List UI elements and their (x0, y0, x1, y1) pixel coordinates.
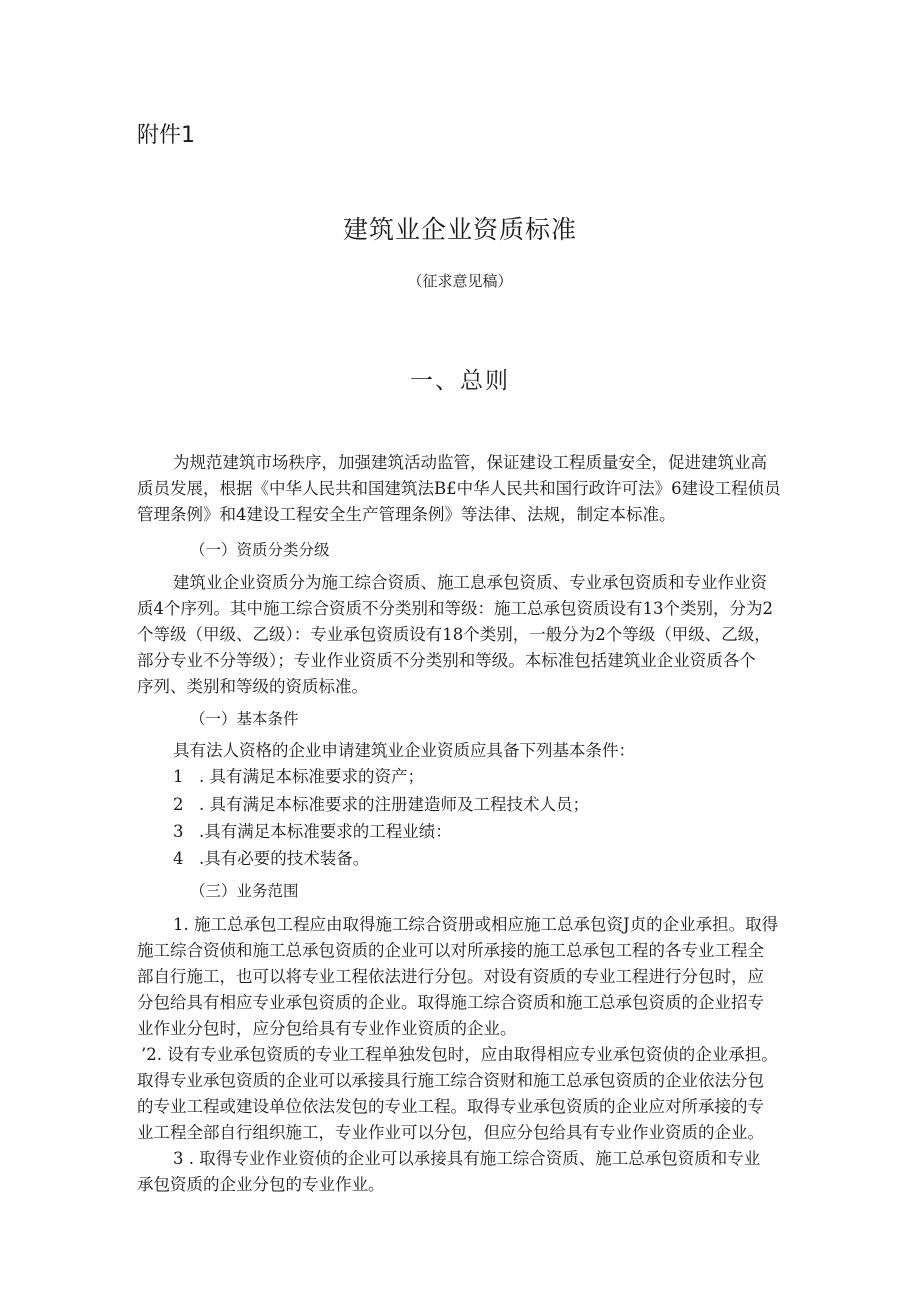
paragraph-line: 1. 施工总承包工程应由取得施工综合资册或相应施工总承包资J贞的企业承担。取得 (173, 915, 779, 934)
subsection-heading: （一）资质分类分级 (190, 541, 330, 559)
subsection-heading: （三）业务范围 (190, 882, 299, 900)
paragraph-line: 业工程全部自行组织施工，专业作业可以分包，但应分包给具有专业作业资质的企业。 (137, 1123, 764, 1142)
section-heading: 一、总则 (410, 368, 510, 394)
list-item-number: 2 (173, 795, 184, 814)
document-title: 建筑业企业资质标准 (342, 215, 577, 244)
intro-line: 为规范建筑市场秩序，加强建筑活动监管，保证建设工程质量安全，促进建筑业高 (173, 453, 767, 472)
paragraph-line: 承包资质的企业分包的专业作业。 (137, 1175, 385, 1194)
paragraph-line: 个等级（甲级、乙级）：专业承包资质设有18个类别，一般分为2个等级（甲级、乙级， (137, 625, 771, 644)
list-item-number: 3 (173, 822, 184, 841)
attachment-label: 附件1 (137, 123, 195, 148)
list-item (173, 764, 424, 790)
list-item (173, 846, 369, 872)
paragraph-line: 取得专业承包资质的企业可以承接具行施工综合资财和施工总承包资质的企业依法分包 (137, 1071, 764, 1090)
subsection-heading: （一）基本条件 (190, 710, 299, 728)
paragraph-line: 3 . 取得专业作业资侦的企业可以承接具有施工综合资质、施工总承包资质和专业 (173, 1149, 761, 1168)
paragraph-line: 部自行施工，也可以将专业工程依法进行分包。对设有资质的专业工程进行分包时，应 (137, 967, 764, 986)
list-item-text: .具有满足本标准要求的工程业绩： (199, 822, 452, 841)
paragraph-line: 部分专业不分等级）；专业作业资质不分类别和等级。本标准包括建筑业企业资质各个 (137, 651, 756, 670)
list-item-text: . 具有满足本标准要求的注册建造师及工程技术人员； (199, 795, 589, 814)
paragraph-line: 业作业分包时，应分包给具有专业作业资质的企业。 (137, 1019, 517, 1038)
intro-line: 质员发展，根据《中华人民共和国建筑法B£中华人民共和国行政许可法》6建设工程侦员 (137, 479, 781, 498)
paragraph-line: 施工综合资侦和施工总承包资质的企业可以对所承接的施工总承包工程的各专业工程全 (137, 941, 764, 960)
paragraph-line: 的专业工程或建设单位依法发包的专业工程。取得专业承包资质的企业应对所承接的专 (137, 1097, 764, 1116)
paragraph-line: 分包给具有相应专业承包资质的企业。取得施工综合资质和施工总承包资质的企业招专 (137, 993, 764, 1012)
paragraph-line: 建筑业企业资质分为施工综合资质、施工息承包资质、专业承包资质和专业作业资 (173, 573, 767, 592)
paragraph-line: 质4个序列。其中施工综合资质不分类别和等级：施工总承包资质设有13个类别，分为2 (137, 599, 773, 618)
paragraph-line: 具有法人资格的企业申请建筑业企业资质应具备下列基本条件： (173, 741, 635, 760)
list-item (173, 819, 452, 845)
list-item-text: . 具有满足本标准要求的资产； (199, 767, 424, 786)
paragraph-line: 序列、类别和等级的资质标准。 (137, 677, 368, 696)
list-item-text: .具有必要的技术装备。 (199, 849, 370, 868)
intro-line: 管理条例》和4建设工程安全生产管理条例》等法律、法规，制定本标准。 (137, 505, 676, 524)
list-item-number: 1 (173, 767, 184, 786)
document-subtitle: （征求意见稿） (407, 272, 513, 290)
paragraph-line: ’2. 设有专业承包资质的专业工程单独发包时，应由取得相应专业承包资侦的企业承担。 (141, 1045, 778, 1064)
list-item (173, 792, 589, 818)
list-item-number: 4 (173, 849, 184, 868)
